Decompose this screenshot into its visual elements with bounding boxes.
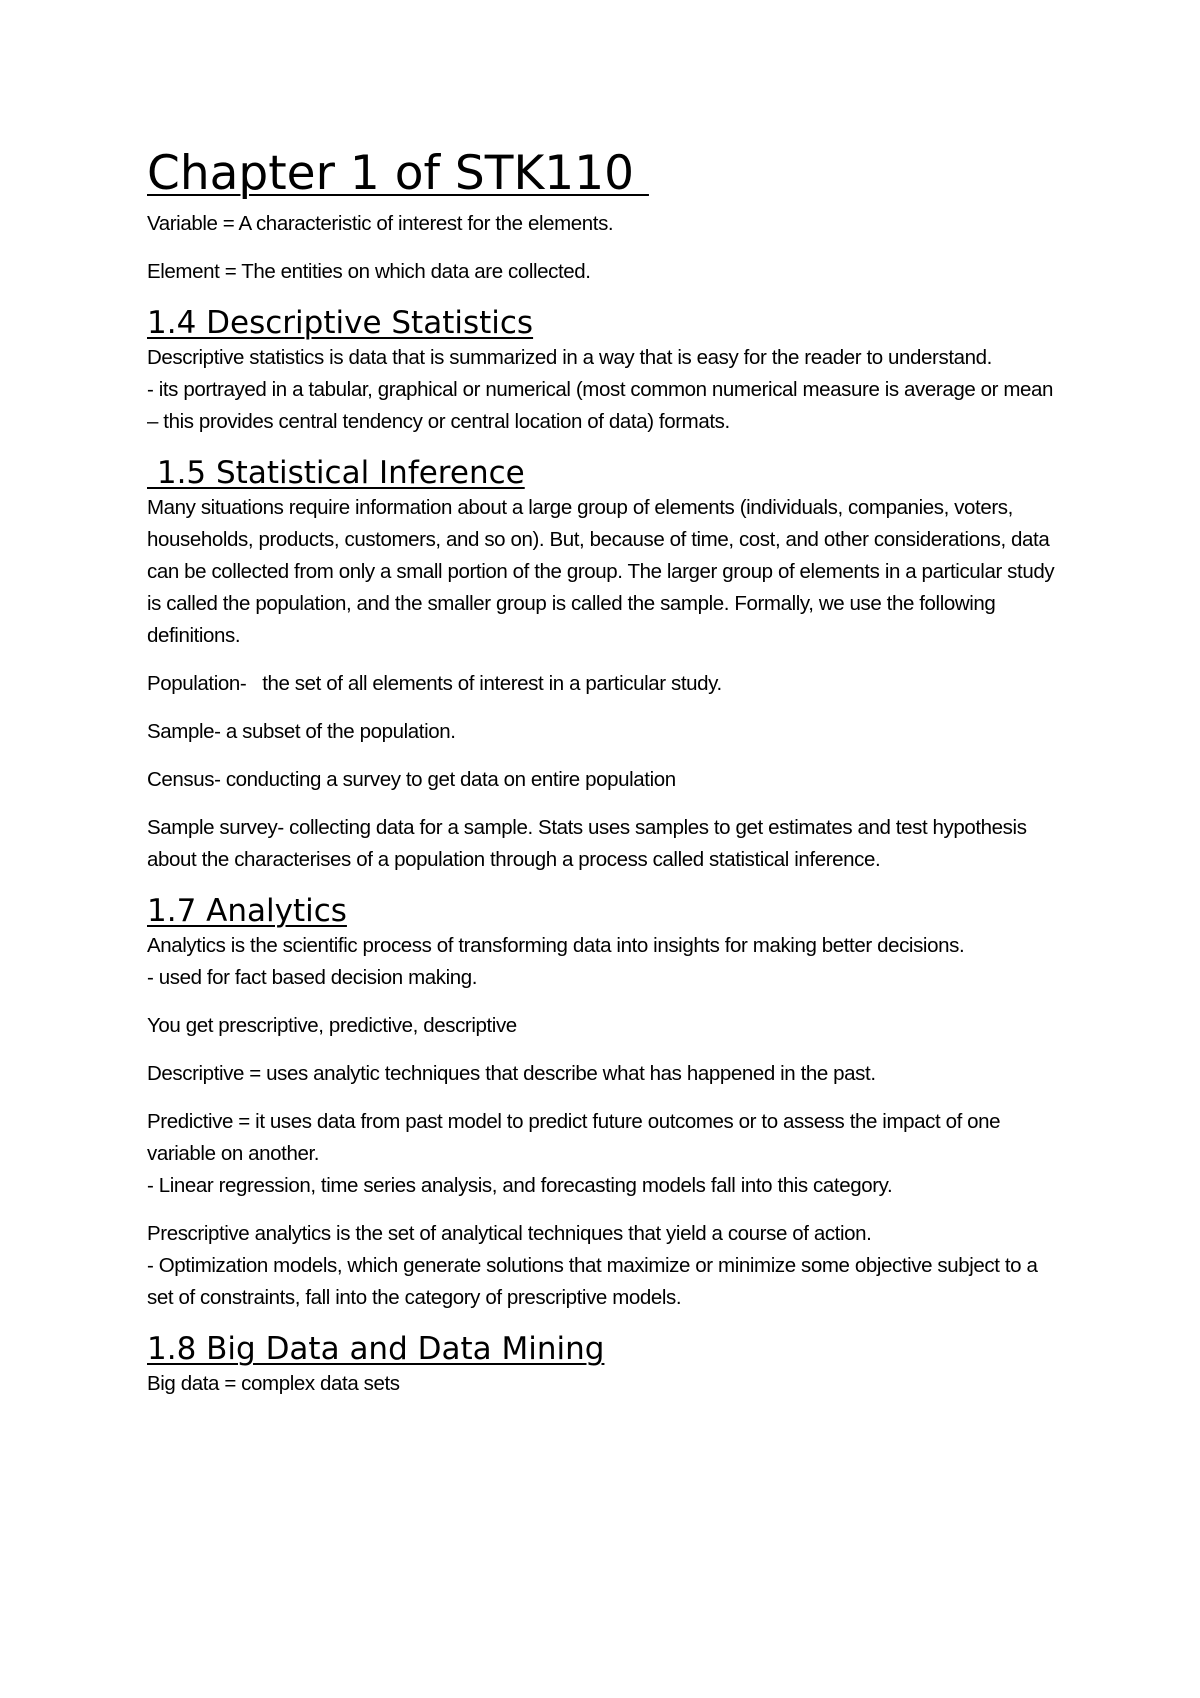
analytics-types: You get prescriptive, predictive, descriptive <box>147 1014 517 1037</box>
census-definition: Census- conducting a survey to get data on entire population <box>147 768 676 791</box>
prescriptive-analytics-note: - Optimization models, which generate solutions that maximize or minimize some objective subject to a set of constraints, fall into the category of prescriptive models. <box>147 1254 1038 1309</box>
descriptive-statistics-note: - its portrayed in a tabular, graphical or numerical (most common numerical measure is average or mean – this provides central tendency or central location of data) formats. <box>147 378 1054 433</box>
document-page <box>147 146 1067 1416</box>
variable-definition: Variable = A characteristic of interest for the elements. <box>147 212 614 235</box>
descriptive-statistics-paragraph: Descriptive statistics is data that is summarized in a way that is easy for the reader to understand. <box>147 346 992 369</box>
analytics-paragraph: Analytics is the scientific process of transforming data into insights for making better decisions. <box>147 934 965 957</box>
predictive-analytics-definition: Predictive = it uses data from past model to predict future outcomes or to assess the impact of one variable on another. <box>147 1110 1001 1165</box>
statistical-inference-paragraph: Many situations require information about a large group of elements (individuals, companies, voters, households, products, customers, and so on). But, because of time, cost, and other considerations, data can be collected from only a small portion of the group. The larger group of elements in a particular study is called the population, and the smaller group is called the sample. Formally, we use the following definitions. <box>147 496 1055 647</box>
section-heading-analytics: 1.7 Analytics <box>147 893 347 929</box>
big-data-definition: Big data = complex data sets <box>147 1372 400 1395</box>
section-heading-statistical-inference: 1.5 Statistical Inference <box>147 455 525 491</box>
sample-definition: Sample- a subset of the population. <box>147 720 456 743</box>
page-title: Chapter 1 of STK110 <box>147 146 649 201</box>
section-heading-descriptive-statistics: 1.4 Descriptive Statistics <box>147 305 534 341</box>
predictive-analytics-note: - Linear regression, time series analysis, and forecasting models fall into this category. <box>147 1174 893 1197</box>
population-definition: Population- the set of all elements of interest in a particular study. <box>147 672 722 695</box>
prescriptive-analytics-definition: Prescriptive analytics is the set of analytical techniques that yield a course of action. <box>147 1222 872 1245</box>
sample-survey-definition: Sample survey- collecting data for a sample. Stats uses samples to get estimates and test hypothesis about the characterises of a population through a process called statistical inference. <box>147 816 1027 871</box>
section-heading-big-data: 1.8 Big Data and Data Mining <box>147 1331 605 1367</box>
element-definition: Element = The entities on which data are collected. <box>147 260 591 283</box>
descriptive-analytics-definition: Descriptive = uses analytic techniques that describe what has happened in the past. <box>147 1062 876 1085</box>
analytics-note: - used for fact based decision making. <box>147 966 478 989</box>
